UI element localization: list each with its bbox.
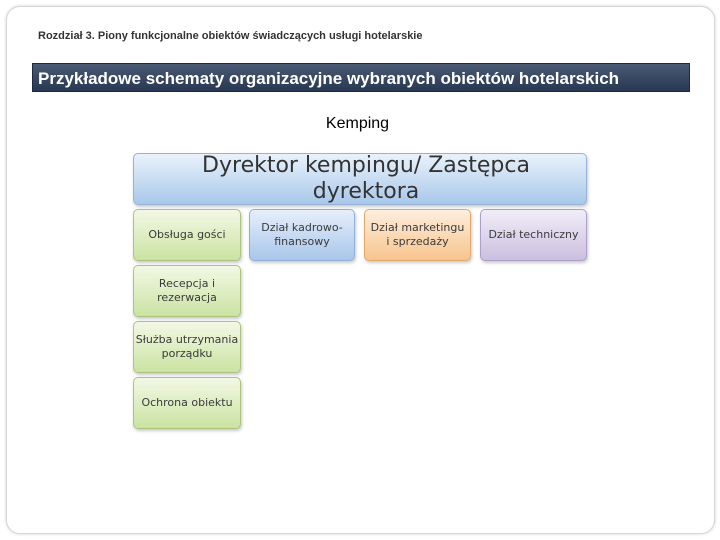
housekeeping-box: Służba utrzymania porządku [133,321,241,373]
diagram-subtitle: Kemping [325,115,390,132]
slide-title: Przykładowe schematy organizacyjne wybranych obiektów hotelarskich [38,69,620,88]
director-box: Dyrektor kempingu/ Zastępca dyrektora [133,153,587,205]
reception-box: Recepcja i rezerwacja [133,265,241,317]
security-box: Ochrona obiektu [133,377,241,429]
technical-box: Dział techniczny [480,209,587,261]
marketing-sales-box: Dział marketingu i sprzedaży [364,209,471,261]
hr-finance-box: Dział kadrowo- finansowy [249,209,355,261]
title-bar [32,63,690,92]
chapter-header: Rozdział 3. Piony funkcjonalne obiektów świadczących usługi hotelarskie [38,30,423,42]
guest-service-box: Obsługa gości [133,209,241,261]
